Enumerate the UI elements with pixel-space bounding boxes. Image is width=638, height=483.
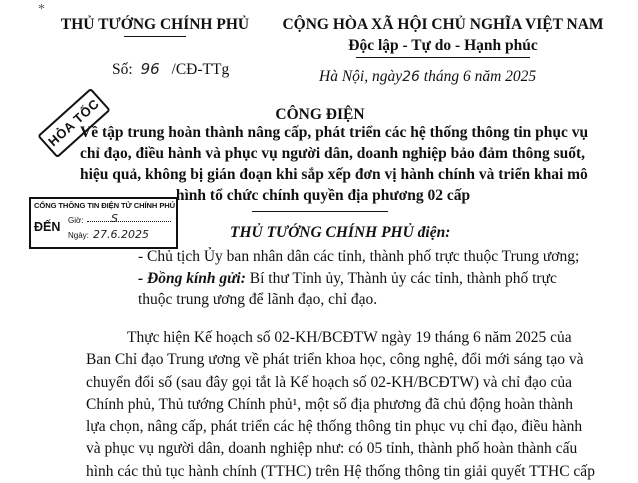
gio-dots (87, 221, 171, 222)
telegram-sender: THỦ TƯỚNG CHÍNH PHỦ điện: (230, 224, 451, 241)
issuer-name: THỦ TƯỚNG CHÍNH PHỦ (60, 16, 250, 33)
subject-underline (252, 211, 388, 212)
urgent-stamp: HỎA TỐC (37, 88, 111, 158)
body-line: và phục vụ người dân, doanh nghiệp như: có 05 tỉnh, thành phố hoàn thành cấu (86, 440, 578, 458)
subject-line-2: chỉ đạo, điều hành và phục vụ người dân, doanh nghiệp bảo đảm thông suốt, (80, 145, 586, 162)
corner-mark: * (38, 2, 45, 17)
place-date-suffix: tháng 6 năm 2025 (423, 68, 537, 85)
received-stamp (29, 197, 178, 249)
subject-line-1: Về tập trung hoàn thành nâng cấp, phát triển các hệ thống thông tin phục vụ (80, 124, 589, 141)
place-date (319, 68, 536, 86)
subject-line-3: hiệu quả, không bị gián đoạn khi sắp xếp đơn vị hành chính và triển khai mô (80, 166, 588, 183)
body-paragraph (86, 327, 606, 483)
body-line: lựa chọn, nâng cấp, phát triển các hệ thống thông tin phục vụ chỉ đạo, điều hành (86, 418, 583, 436)
recipient-2-text: Bí thư Tỉnh ủy, Thành ủy các tỉnh, thành phố trực (245, 270, 557, 287)
document-number (112, 60, 229, 79)
recipient-2 (138, 270, 557, 288)
doc-no-value: 96 (140, 60, 160, 78)
body-line: chuyển đổi số (sau đây gọi tắt là Kế hoạch số 02-KH/BCĐTW) và chỉ đạo của (86, 373, 572, 391)
gio-value: S (111, 212, 118, 225)
recipient-1: - Chủ tịch Ủy ban nhân dân các tỉnh, thành phố trực thuộc Trung ương; (138, 248, 580, 265)
place-date-prefix: Hà Nội, ngày (319, 68, 403, 85)
gio-label: Giờ: (68, 216, 84, 225)
document-type-title: CÔNG ĐIỆN (275, 106, 365, 123)
doc-no-suffix: /CĐ-TTg (171, 61, 230, 78)
motto-underline (356, 57, 530, 58)
doc-no-label: Số: (112, 61, 133, 78)
body-line: Ban Chỉ đạo Trung ương về phát triển khoa học, công nghệ, đổi mới sáng tạo và (86, 351, 584, 369)
recipient-2-label: - Đồng kính gửi: (138, 270, 246, 287)
body-line: Thực hiện Kế hoạch số 02-KH/BCĐTW ngày 19 tháng 6 năm 2025 của (127, 329, 572, 346)
body-line: hình các thủ tục hành chính (TTHC) trên Hệ thống thông tin giải quyết TTHC cấp (86, 462, 595, 480)
ngay-value: 27.6.2025 (93, 228, 149, 241)
country-name: CỘNG HÒA XÃ HỘI CHỦ NGHĨA VIỆT NAM (282, 16, 604, 33)
subject-line-4: hình tổ chức chính quyền địa phương 02 cấp (175, 187, 471, 204)
issuer-underline (124, 36, 186, 37)
date-day: 26 (402, 69, 420, 85)
body-line: Chính phủ, Thủ tướng Chính phủ¹, một số địa phương đã chủ động hoàn thành (86, 395, 574, 413)
ngay-label: Ngày: (68, 231, 89, 240)
motto: Độc lập - Tự do - Hạnh phúc (348, 37, 538, 54)
portal-title: CỔNG THÔNG TIN ĐIỆN TỬ CHÍNH PHỦ (34, 201, 176, 210)
recipient-2-continuation: thuộc trung ương để lãnh đạo, chỉ đạo. (138, 291, 378, 308)
arrived-label: ĐẾN (34, 220, 61, 234)
